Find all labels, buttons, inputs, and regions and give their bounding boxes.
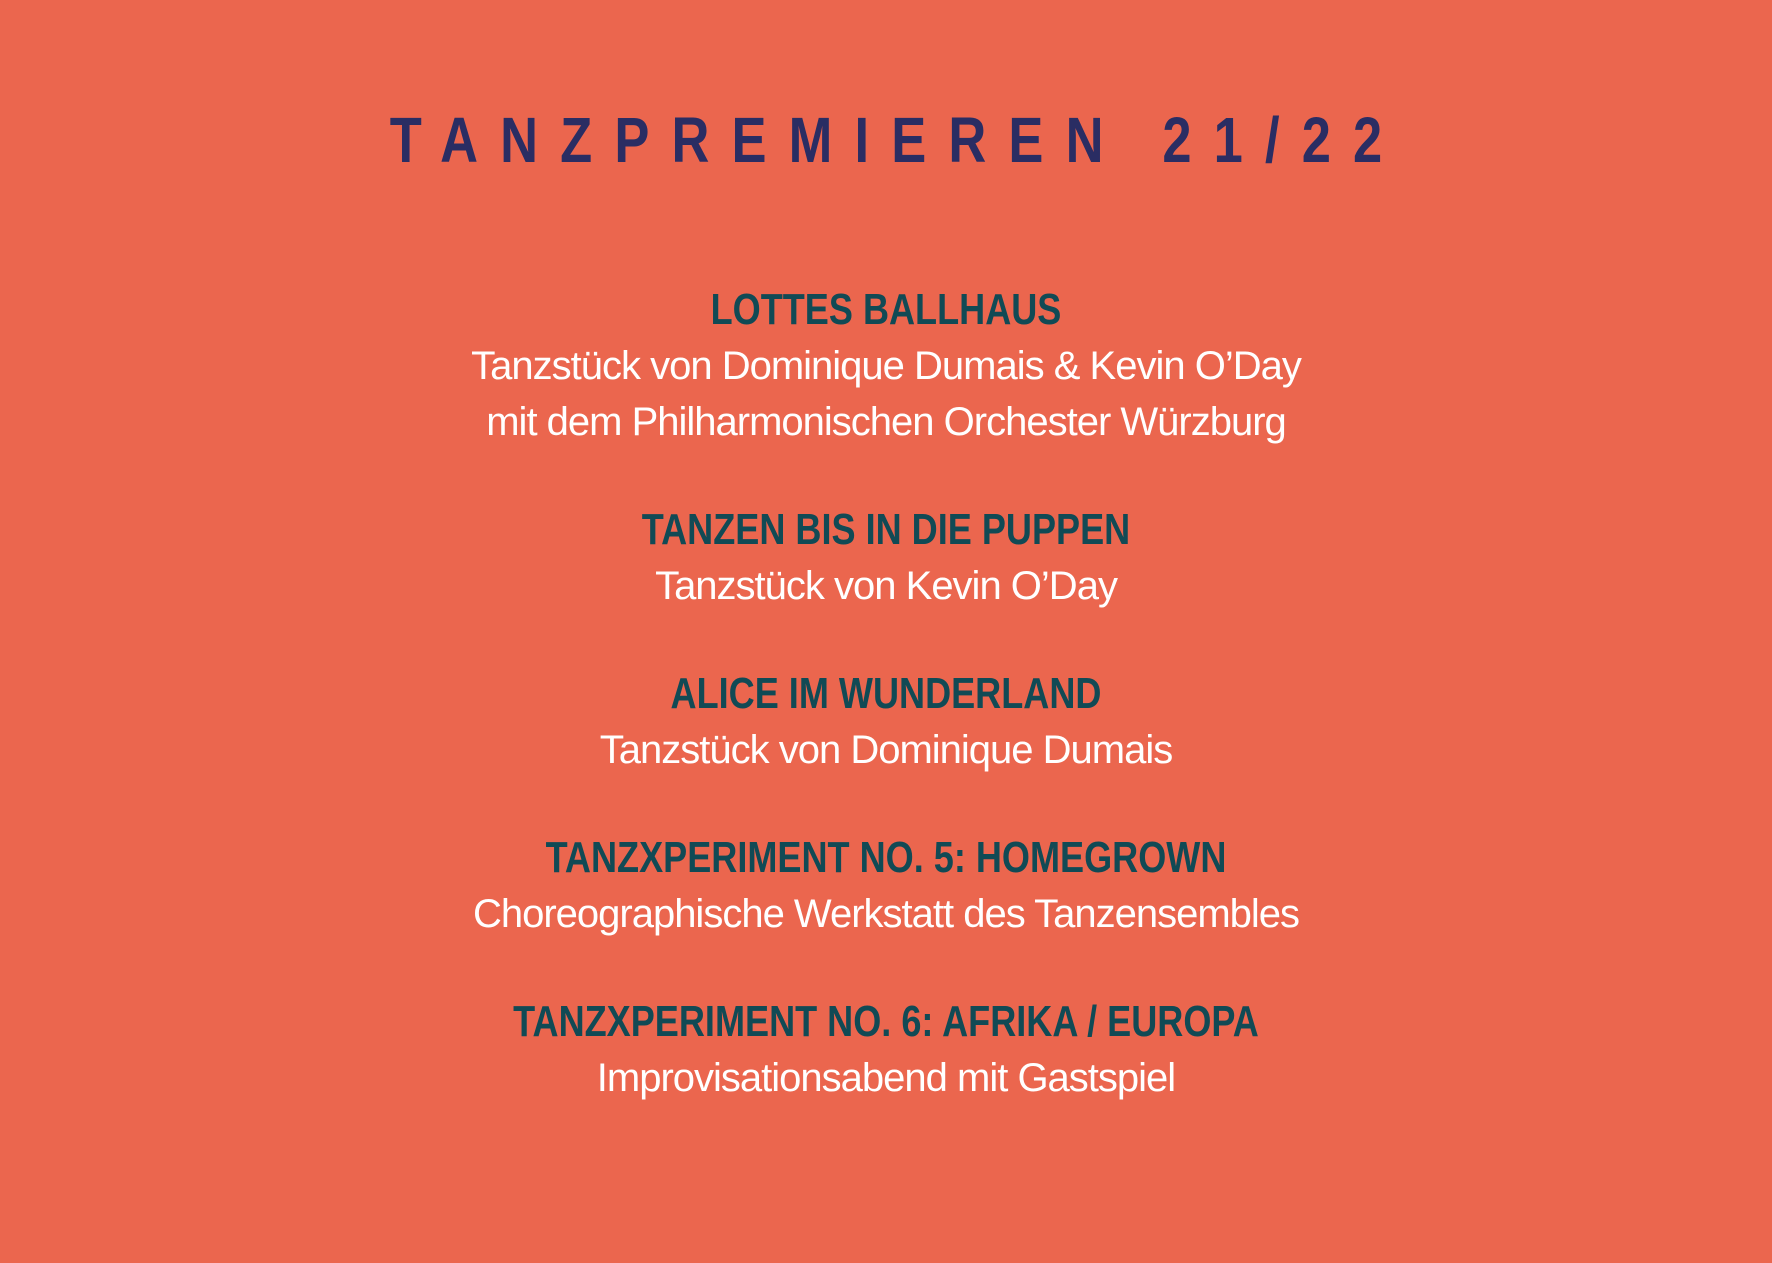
premiere-title: TANZXPERIMENT NO. 6: AFRIKA / EUROPA	[513, 997, 1259, 1046]
premiere-entry-lottes-ballhaus	[0, 282, 1772, 450]
premiere-entry-tanzen-bis-in-die-puppen	[0, 502, 1772, 614]
premiere-entry-tanzxperiment-5	[0, 830, 1772, 942]
premiere-title: TANZEN BIS IN DIE PUPPEN	[641, 505, 1131, 554]
premiere-description-line: Tanzstück von Dominique Dumais & Kevin O’Day	[471, 344, 1301, 388]
premiere-description-line: Choreographische Werkstatt des Tanzensembles	[472, 892, 1300, 936]
premiere-description-line: Tanzstück von Kevin O’Day	[655, 564, 1117, 608]
premiere-entry-alice-im-wunderland	[0, 666, 1772, 778]
premiere-list	[0, 282, 1772, 1158]
premiere-title: ALICE IM WUNDERLAND	[670, 669, 1102, 718]
premiere-description-line: Improvisationsabend mit Gastspiel	[596, 1056, 1176, 1100]
premiere-entry-tanzxperiment-6	[0, 994, 1772, 1106]
premiere-title: TANZXPERIMENT NO. 5: HOMEGROWN	[545, 833, 1227, 882]
premiere-description-line: Tanzstück von Dominique Dumais	[599, 728, 1173, 772]
page-title: TANZPREMIEREN 21/22	[389, 104, 1405, 176]
premiere-description-line: mit dem Philharmonischen Orchester Würzburg	[486, 400, 1286, 444]
premiere-title: LOTTES BALLHAUS	[710, 285, 1062, 334]
